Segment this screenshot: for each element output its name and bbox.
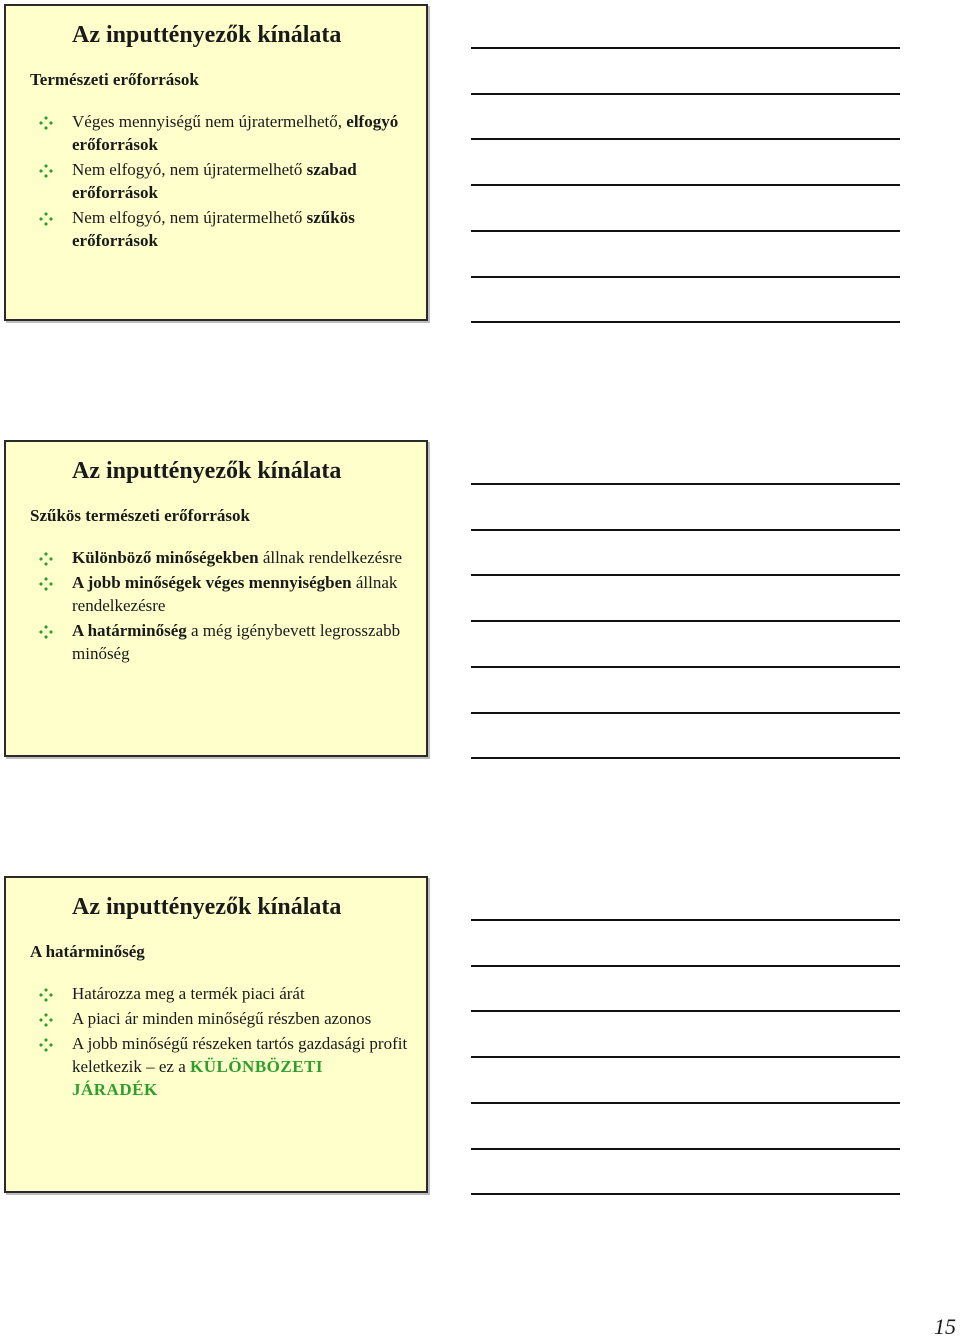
slide-subtitle: A határminőség — [30, 942, 145, 961]
note-line — [471, 483, 900, 485]
slide-title: Az inputtényezők kínálata — [72, 458, 342, 484]
bullet-text: szűkös erőforrások — [72, 208, 355, 250]
bullet-text: a még igénybevett legrosszabb minőség — [72, 621, 401, 663]
slide-1 — [4, 4, 428, 321]
note-line — [471, 574, 900, 576]
bullet-text: szabad erőforrások — [72, 160, 357, 202]
four-diamond-icon — [39, 1013, 53, 1027]
bullet-item — [30, 982, 408, 1005]
note-line — [471, 93, 900, 95]
note-line — [471, 1056, 900, 1058]
slide-title: Az inputtényezők kínálata — [72, 894, 342, 920]
note-line — [471, 919, 900, 921]
four-diamond-icon — [39, 164, 53, 178]
four-diamond-icon — [39, 552, 53, 566]
bullet-text: Véges mennyiségű nem újratermelhető, — [72, 112, 347, 131]
note-line — [471, 138, 900, 140]
bullet-item — [30, 619, 408, 665]
note-line — [471, 712, 900, 714]
note-line — [471, 230, 900, 232]
note-line — [471, 529, 900, 531]
four-diamond-icon — [39, 116, 53, 130]
note-line — [471, 757, 900, 759]
slide-subtitle: Természeti erőforrások — [30, 70, 199, 89]
note-line — [471, 276, 900, 278]
bullet-item — [30, 110, 408, 156]
bullet-text: állnak rendelkezésre — [72, 573, 398, 615]
bullet-item — [30, 571, 408, 617]
slide-3 — [4, 876, 428, 1193]
bullet-text: A piaci ár minden minőségű részben azonos — [72, 1009, 372, 1028]
slide-title: Az inputtényezők kínálata — [72, 22, 342, 48]
four-diamond-icon — [39, 212, 53, 226]
slide-subtitle: Szűkös természeti erőforrások — [30, 506, 250, 525]
note-line — [471, 965, 900, 967]
highlight-text: KÜLÖNBÖZETI JÁRADÉK — [72, 1057, 324, 1099]
bullet-text: Különböző minőségekben — [72, 548, 259, 567]
bullet-text: Nem elfogyó, nem újratermelhető — [72, 208, 307, 227]
note-line — [471, 1010, 900, 1012]
note-line — [471, 1193, 900, 1195]
four-diamond-icon — [39, 988, 53, 1002]
bullet-text: Nem elfogyó, nem újratermelhető — [72, 160, 307, 179]
bullet-text: elfogyó erőforrások — [72, 112, 399, 154]
bullet-list — [30, 982, 408, 1103]
bullet-text: A jobb minőségű részeken tartós gazdasági profit keletkezik – ez a — [72, 1034, 408, 1076]
note-line — [471, 620, 900, 622]
bullet-text: állnak rendelkezésre — [258, 548, 403, 567]
bullet-item — [30, 546, 408, 569]
bullet-list — [30, 110, 408, 254]
four-diamond-icon — [39, 1038, 53, 1052]
bullet-text: Határozza meg a termék piaci árát — [72, 984, 305, 1003]
note-line — [471, 184, 900, 186]
bullet-text: A jobb minőségek véges mennyiségben — [72, 573, 352, 592]
bullet-item — [30, 206, 408, 252]
note-line — [471, 666, 900, 668]
four-diamond-icon — [39, 577, 53, 591]
four-diamond-icon — [39, 625, 53, 639]
bullet-item — [30, 1032, 408, 1101]
note-line — [471, 1102, 900, 1104]
note-line — [471, 47, 900, 49]
bullet-text: A határminőség — [72, 621, 187, 640]
slide-2 — [4, 440, 428, 757]
bullet-item — [30, 158, 408, 204]
bullet-item — [30, 1007, 408, 1030]
note-line — [471, 321, 900, 323]
page-number: 15 — [934, 1314, 956, 1339]
note-line — [471, 1148, 900, 1150]
bullet-list — [30, 546, 408, 667]
